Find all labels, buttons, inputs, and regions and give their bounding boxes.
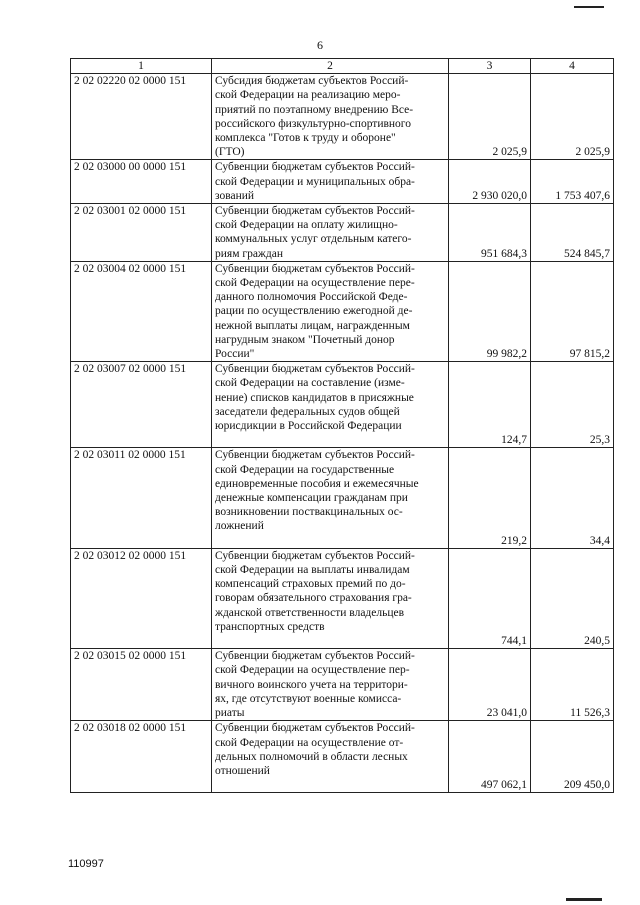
table-row — [71, 204, 614, 262]
description-line: коммунальных услуг отдельным катего- — [215, 233, 412, 246]
row-description — [212, 362, 449, 448]
description-line: ской Федерации на осуществление от- — [215, 736, 404, 749]
budget-code: 2 02 03001 02 0000 151 — [71, 204, 212, 262]
description-line: риям граждан — [215, 247, 283, 260]
description-line — [215, 634, 445, 648]
budget-code: 2 02 03018 02 0000 151 — [71, 721, 212, 793]
amount-col-3: 23 041,0 — [449, 649, 531, 721]
description-line: Субвенции бюджетам субъектов Россий- — [215, 449, 415, 462]
amount-col-4: 34,4 — [531, 448, 614, 548]
row-description — [212, 448, 449, 548]
header-col-2: 2 — [212, 59, 449, 74]
description-line: компенсаций страховых премий по до- — [215, 578, 406, 591]
description-line: единовременные пособия и ежемесячные — [215, 477, 419, 490]
description-line: Субвенции бюджетам субъектов Россий- — [215, 262, 415, 275]
description-line: возникновении поствакцинальных ос- — [215, 506, 403, 519]
description-line — [215, 778, 445, 792]
description-line: Субвенции бюджетам субъектов Россий- — [215, 722, 415, 735]
table-row — [71, 362, 614, 448]
description-line: нение) списков кандидатов в присяжные — [215, 391, 414, 404]
description-line: ской Федерации на государственные — [215, 463, 395, 476]
budget-code: 2 02 03015 02 0000 151 — [71, 649, 212, 721]
description-line: говорам обязательного страхования гра- — [215, 592, 412, 605]
row-description — [212, 721, 449, 793]
amount-col-3: 99 982,2 — [449, 261, 531, 361]
amount-col-4: 11 526,3 — [531, 649, 614, 721]
description-line: (ГТО) — [215, 146, 245, 159]
table-row — [71, 649, 614, 721]
amount-col-3: 2 025,9 — [449, 74, 531, 160]
description-line: дельных полномочий в области лесных — [215, 750, 408, 763]
description-line: Субвенции бюджетам субъектов Россий- — [215, 363, 415, 376]
description-line: нежной выплаты лицам, награжденным — [215, 319, 410, 332]
scan-mark-bottom-right — [566, 898, 602, 901]
description-line: ской Федерации на осуществление пере- — [215, 277, 415, 290]
amount-col-4: 1 753 407,6 — [531, 160, 614, 204]
description-line: жданской ответственности владельцев — [215, 606, 405, 619]
table-row — [71, 160, 614, 204]
description-line: юрисдикции в Российской Федерации — [215, 420, 402, 433]
description-line: Субвенции бюджетам субъектов Россий- — [215, 549, 415, 562]
amount-col-3: 744,1 — [449, 548, 531, 648]
description-line: Субвенции бюджетам субъектов Россий- — [215, 650, 415, 663]
description-line: комплекса "Готов к труду и обороне" — [215, 132, 396, 145]
amount-col-4: 240,5 — [531, 548, 614, 648]
row-description — [212, 548, 449, 648]
row-description — [212, 261, 449, 361]
amount-col-3: 497 062,1 — [449, 721, 531, 793]
header-row — [71, 59, 614, 74]
description-line: транспортных средств — [215, 620, 325, 633]
description-line: вичного воинского учета на территори- — [215, 678, 408, 691]
description-line: ской Федерации и муниципальных обра- — [215, 175, 415, 188]
amount-col-3: 2 930 020,0 — [449, 160, 531, 204]
amount-col-4: 209 450,0 — [531, 721, 614, 793]
description-line — [215, 534, 445, 548]
description-line: рации по осуществлению ежегодной де- — [215, 305, 413, 318]
page-number: 6 — [317, 38, 323, 52]
amount-col-3: 124,7 — [449, 362, 531, 448]
budget-table — [70, 58, 614, 793]
amount-col-3: 219,2 — [449, 448, 531, 548]
description-line: заседатели федеральных судов общей — [215, 405, 400, 418]
table-row — [71, 74, 614, 160]
budget-code: 2 02 03000 00 0000 151 — [71, 160, 212, 204]
description-line: Субвенции бюджетам субъектов Россий- — [215, 205, 415, 218]
description-line: ской Федерации на выплаты инвалидам — [215, 564, 410, 577]
header-col-3: 3 — [449, 59, 531, 74]
row-description — [212, 649, 449, 721]
amount-col-4: 97 815,2 — [531, 261, 614, 361]
description-line: ской Федерации на осуществление пер- — [215, 664, 410, 677]
budget-code: 2 02 03011 02 0000 151 — [71, 448, 212, 548]
description-line: отношений — [215, 764, 270, 777]
description-line: российского физкультурно-спортивного — [215, 117, 411, 130]
description-line — [215, 433, 445, 447]
table-row — [71, 721, 614, 793]
budget-code: 2 02 02220 02 0000 151 — [71, 74, 212, 160]
row-description — [212, 74, 449, 160]
budget-code: 2 02 03004 02 0000 151 — [71, 261, 212, 361]
amount-col-3: 951 684,3 — [449, 204, 531, 262]
description-line: Субсидия бюджетам субъектов Россий- — [215, 75, 409, 88]
amount-col-4: 25,3 — [531, 362, 614, 448]
amount-col-4: 2 025,9 — [531, 74, 614, 160]
description-line: данного полномочия Российской Феде- — [215, 291, 408, 304]
description-line: нагрудным знаком "Почетный донор — [215, 333, 395, 346]
header-col-4: 4 — [531, 59, 614, 74]
row-description — [212, 204, 449, 262]
amount-col-4: 524 845,7 — [531, 204, 614, 262]
description-line: ской Федерации на оплату жилищно- — [215, 219, 398, 232]
description-line: ской Федерации на составление (изме- — [215, 377, 405, 390]
table-row — [71, 548, 614, 648]
description-line: ложнений — [215, 520, 264, 533]
description-line: Субвенции бюджетам субъектов Россий- — [215, 161, 415, 174]
budget-code: 2 02 03007 02 0000 151 — [71, 362, 212, 448]
row-description — [212, 160, 449, 204]
scan-mark-top-right — [574, 6, 604, 8]
description-line: зований — [215, 189, 255, 202]
table-row — [71, 261, 614, 361]
budget-code: 2 02 03012 02 0000 151 — [71, 548, 212, 648]
description-line: риаты — [215, 707, 245, 720]
header-col-1: 1 — [71, 59, 212, 74]
document-id: 110997 — [68, 858, 104, 870]
description-line: ях, где отсутствуют военные комисса- — [215, 692, 402, 705]
description-line: ской Федерации на реализацию меро- — [215, 89, 401, 102]
description-line: России" — [215, 348, 255, 361]
description-line: денежные компенсации гражданам при — [215, 492, 408, 505]
description-line: приятий по поэтапному внедрению Все- — [215, 103, 414, 116]
table-row — [71, 448, 614, 548]
